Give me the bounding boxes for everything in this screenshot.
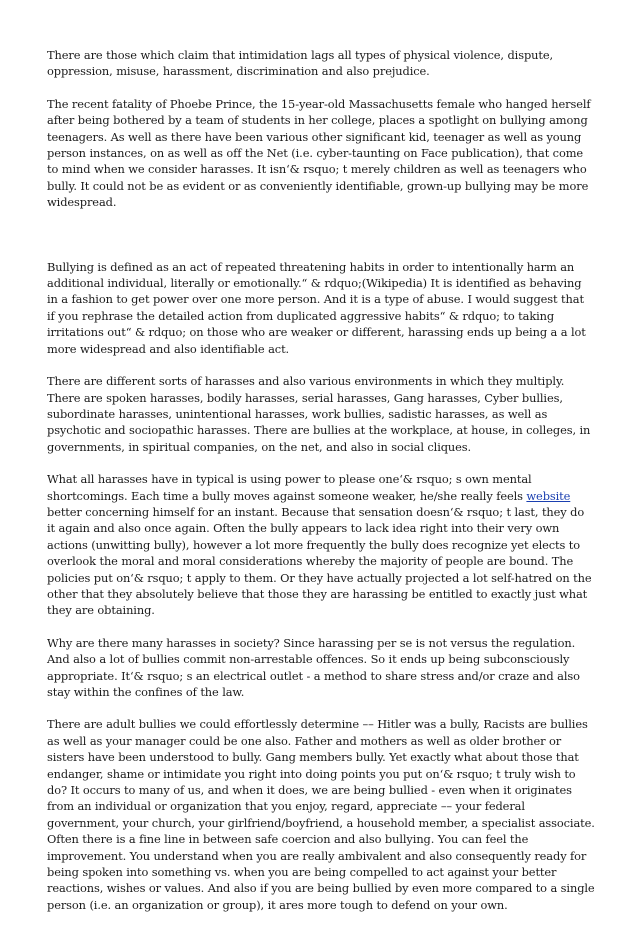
paragraph-adult-bullies: There are adult bullies we could effortlessly determine –– Hitler was a bully, Racists are bullies as well as your manager could be one also. Father and mothers as well as older brother or sisters have been understood to bully. Gang members bully. Yet exactly what about those that endanger, shame or intimidate you right into doing points you put on‘& rsquo; t truly wish to do? It occurs to many of us, and when it does, we are being bullied - even when it originates from an individual or organization that you enjoy, regard, appreciate –– your federal government, your church, your girlfriend/boyfriend, a household member, a specialist associate. Often there is a fine line in between safe coercion and also bullying. You can feel the improvement. You understand when you are really ambivalent and also consequently ready for being spoken into something vs. when you are being compelled to act against your better reactions, wishes or values. And also if you are being bullied by even more compared to a single person (i.e. an organization or group), it ares more tough to defend on your own. <box>47 717 595 912</box>
blank-gap <box>47 227 595 259</box>
paragraph-types: There are different sorts of harasses and also various environments in which they multiply. There are spoken harasses, bodily harasses, serial harasses, Gang harasses, Cyber bullies, subordinate harasses, unintentional harasses, work bullies, sadistic harasses, as well as psychotic and sociopathic harasses. There are bullies at the workplace, at house, in colleges, in governments, in spiritual companies, on the net, and also in social cliques. <box>47 374 591 454</box>
paragraph-power-text-b: better concerning himself for an instant. Because that sensation doesn‘& rsquo; t last, they do it again and also once again. Often the bully appears to lack idea right into their very own actions (unwitting bully), however a lot more frequently the bully does recognize yet elects to overlook the moral and moral considerations whereby the majority of people are bound. The policies put on‘& rsquo; t apply to them. Or they have actually projected a lot self-hatred on the other that they absolutely believe that those they are harassing be entitled to exactly just what they are obtaining. <box>47 504 592 618</box>
paragraph-intro: There are those which claim that intimidation lags all types of physical violence, dispute, oppression, misuse, harassment, discrimination and also prejudice. <box>47 48 554 79</box>
paragraph-definition: Bullying is defined as an act of repeated threatening habits in order to intentionally harm an additional individual, literally or emotionally.“ & rdquo;(Wikipedia) It is identified as behaving in a fashion to get power over one more person. And it is a type of abuse. I would suggest that if you rephrase the detailed action from duplicated aggressive habits“ & rdquo; to taking irritations out“ & rdquo; on those who are weaker or different, harassing ends up being a a lot more widespread and also identifiable act. <box>47 259 586 356</box>
document-body <box>47 47 595 929</box>
paragraph-why: Why are there many harasses in society? Since harassing per se is not versus the regulation. And also a lot of bullies commit non-arrestable offences. So it ends up being subconsciously appropriate. It‘& rsquo; s an electrical outlet - a method to share stress and/or craze and also stay within the confines of the law. <box>47 635 580 699</box>
paragraph-power-text-a: What all harasses have in typical is using power to please one‘& rsquo; s own mental shortcomings. Each time a bully moves against someone weaker, he/she really feels <box>47 472 532 503</box>
website-link[interactable]: website <box>526 488 571 503</box>
paragraph-power <box>47 471 595 619</box>
paragraph-phoebe-prince: The recent fatality of Phoebe Prince, the 15-year-old Massachusetts female who hanged herself after being bothered by a team of students in her college, places a spotlight on bullying among teenagers. As well as there have been various other significant kid, teenager as well as young person instances, on as well as off the Net (i.e. cyber-taunting on Face publication), that come to mind when we consider harasses. It isn‘& rsquo; t merely children as well as teenagers who bully. It could not be as evident or as conveniently identifiable, grown-up bullying may be more widespread. <box>47 96 591 210</box>
